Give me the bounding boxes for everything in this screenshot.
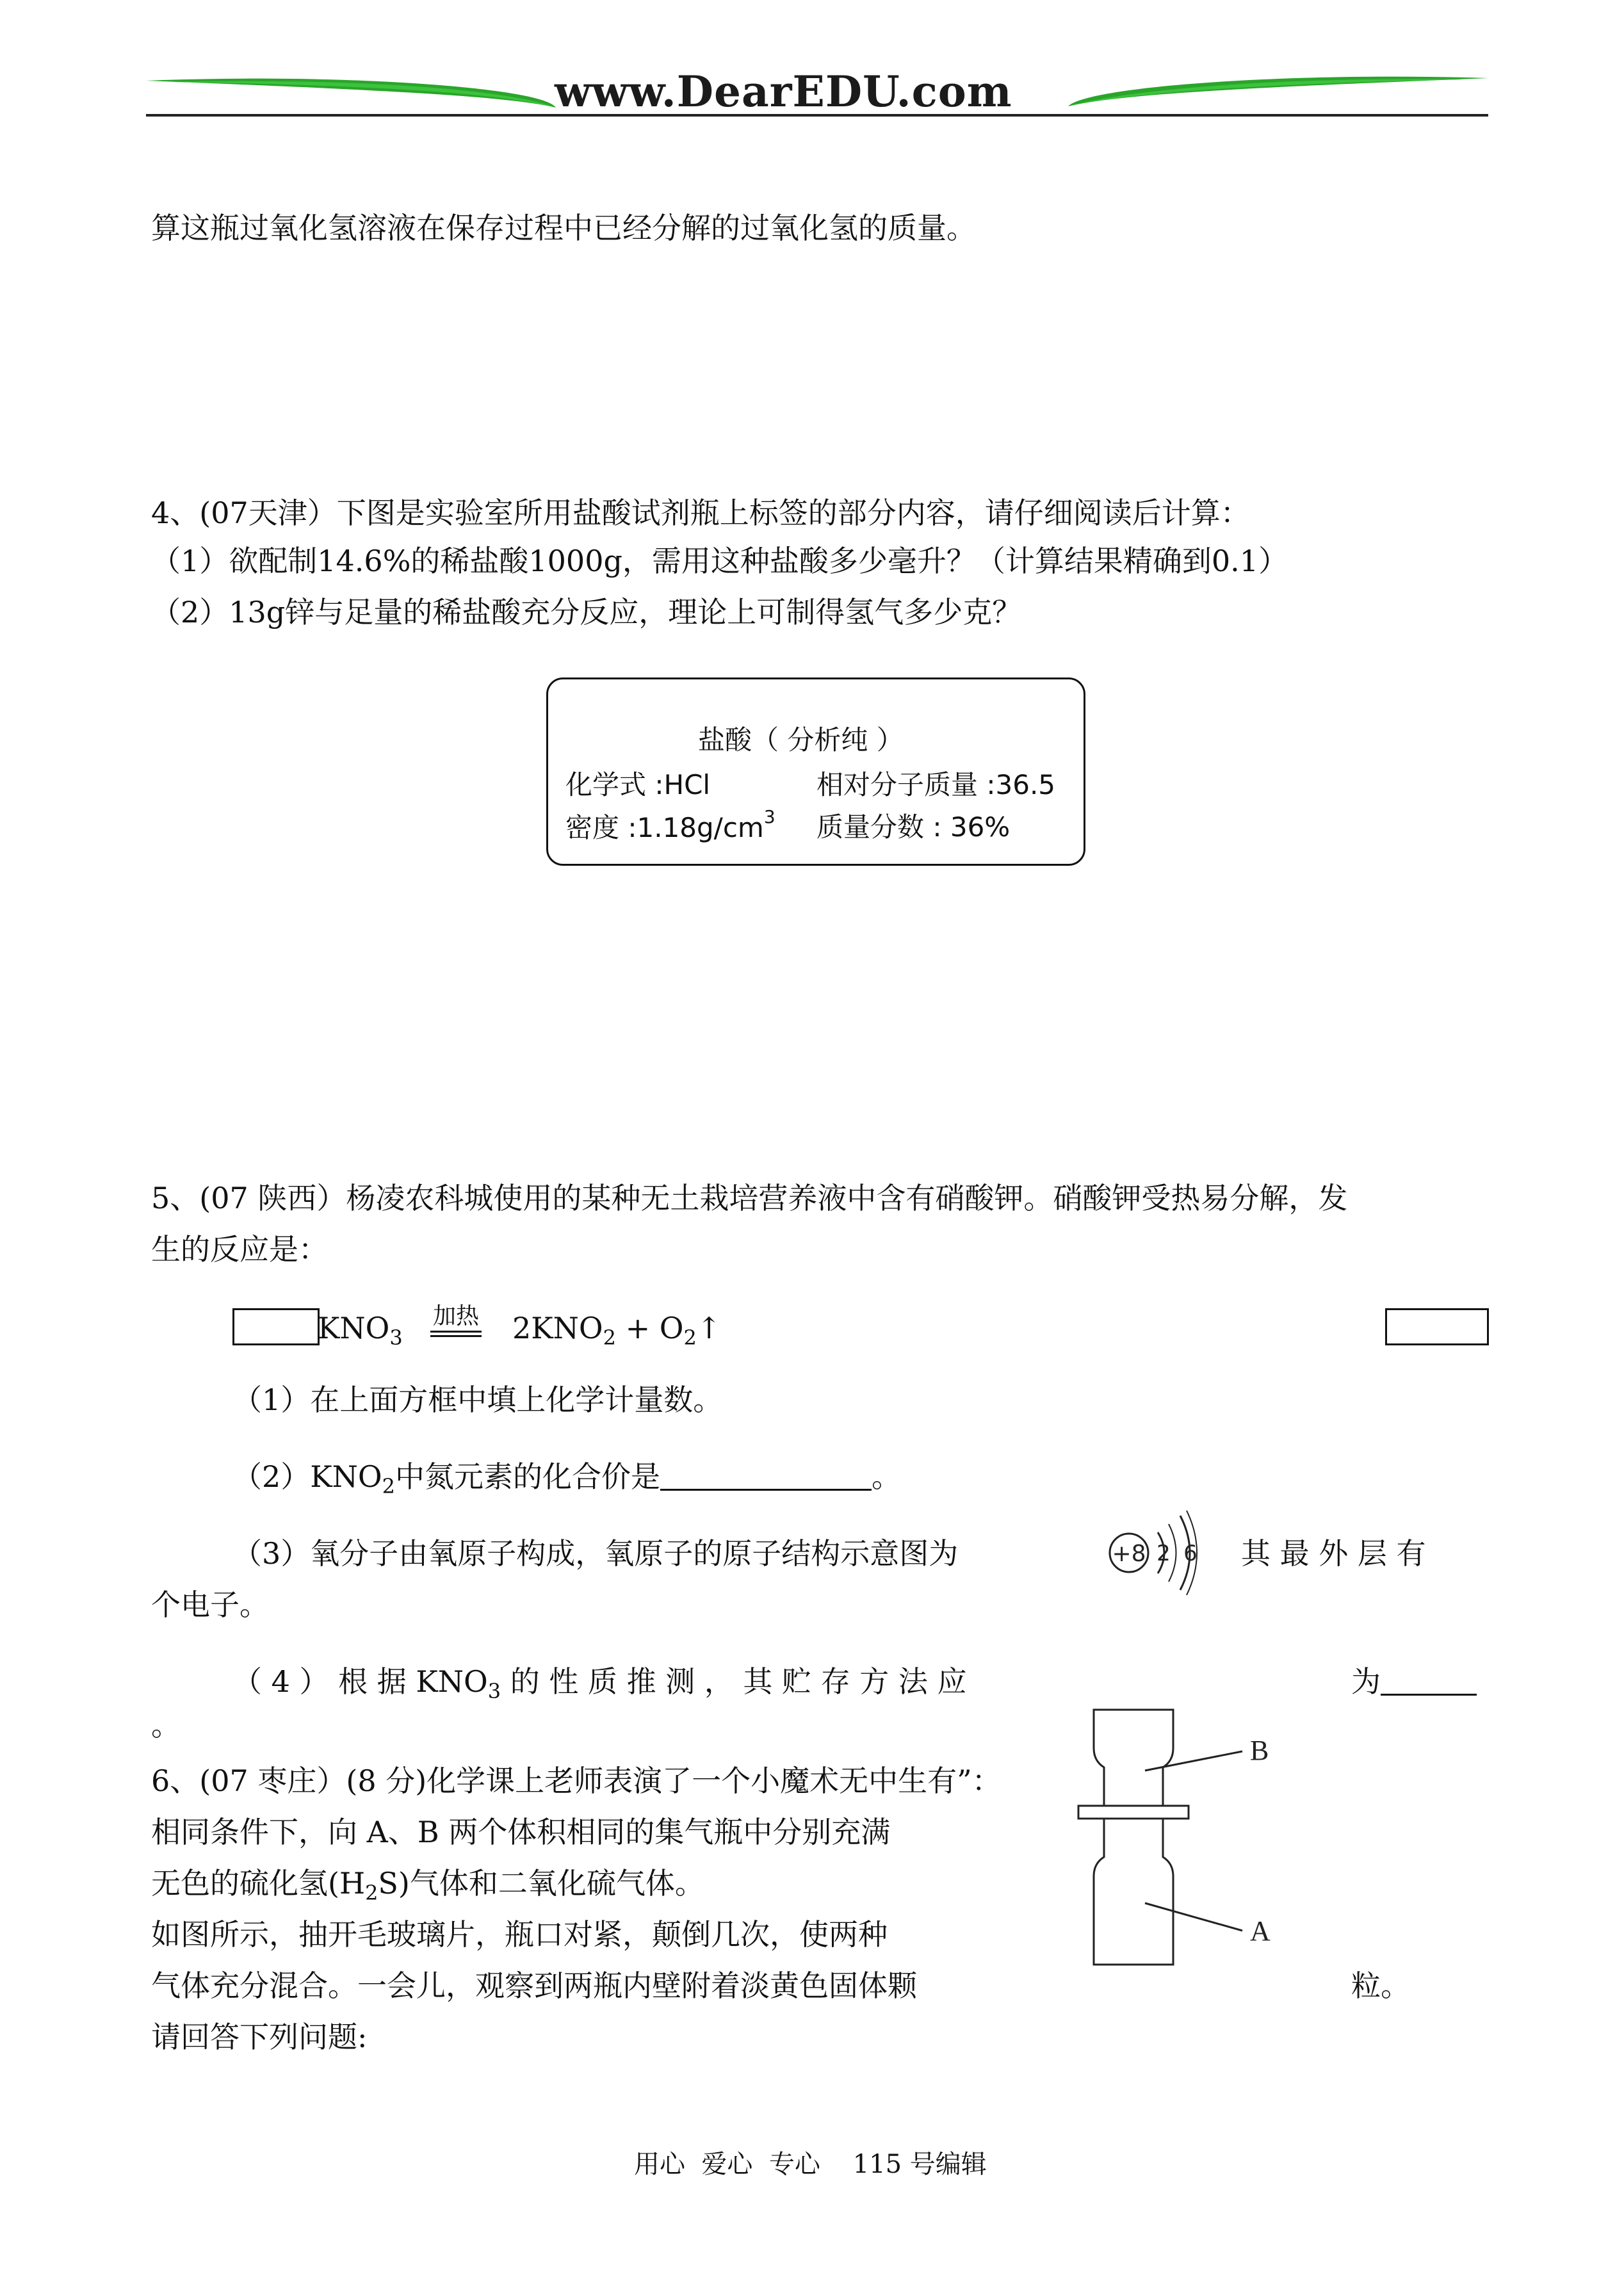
q5-part1: （1）在上面方框中填上化学计量数。 xyxy=(232,1383,723,1417)
label-a: A xyxy=(1250,1915,1271,1947)
site-title: www.DearEDU.com xyxy=(555,67,1012,117)
reagent-formula: 化学式 :HCl xyxy=(565,769,711,800)
bottle-b xyxy=(1094,1710,1173,1806)
bottle-a xyxy=(1094,1819,1173,1965)
left-leaf-swoosh xyxy=(146,79,556,108)
answer-blank-valence[interactable] xyxy=(660,1463,872,1491)
q5-part3: （3）氧分子由氧原子构成，氧原子的原子结构示意图为 xyxy=(232,1536,959,1571)
reagent-density: 密度 $:1.18g/cm^3$ xyxy=(565,806,775,843)
q5-part4: （ 4 ） 根 据 $KNO_3$ 的 性 质 推 测 ， 其 贮 存 方 法 应 xyxy=(232,1664,967,1703)
q6-line5-end: 粒。 xyxy=(1351,1968,1410,2003)
glass-slide xyxy=(1078,1806,1189,1819)
q5-part2: $(2)KNO_2$中氮元素的化合价是 。 xyxy=(232,1459,901,1498)
q5-part4-period: 。 xyxy=(151,1708,181,1742)
q6-line1: 6、(07 枣庄）(8 分)化学课上老师表演了一个小魔术无中生有”： xyxy=(151,1764,1002,1798)
nucleus-charge: +8 xyxy=(1112,1541,1146,1567)
q6-line4: 如图所示，抽开毛玻璃片，瓶口对紧，颠倒几次，使两种 xyxy=(151,1917,888,1952)
q6-line5: 气体充分混合。一会儿，观察到两瓶内壁附着淡黄色固体颗 xyxy=(151,1968,917,2003)
q5-part3-line2: 个电子。 xyxy=(151,1587,269,1622)
shell1-electrons: 2 xyxy=(1157,1541,1171,1566)
reagent-mass-fraction: 质量分数 : 36% xyxy=(816,811,1011,843)
intro-line: 算这瓶过氧化氢溶液在保存过程中已经分解的过氧化氢的质量。 xyxy=(151,211,976,245)
q4-part2: （2）13g锌与足量的稀盐酸充分反应，理论上可制得氢气多少克？ xyxy=(151,595,1022,629)
coefficient-box-2[interactable] xyxy=(1385,1308,1489,1345)
shell2-electrons: 6 xyxy=(1183,1541,1198,1566)
q5-part3-tail: 其 最 外 层 有 xyxy=(1241,1536,1426,1571)
equation-reactant: $KNO_3$ xyxy=(318,1311,403,1350)
gas-bottles-figure xyxy=(1069,1703,1287,1979)
reagent-molar-mass: 相对分子质量 :36.5 xyxy=(816,769,1056,800)
q6-line3: 无色的硫化氢$(H_2S)$气体和二氧化硫气体。 xyxy=(151,1866,704,1905)
oxygen-atom-diagram xyxy=(1097,1502,1212,1598)
q5-line2: 生的反应是： xyxy=(151,1232,328,1267)
q4-part1: （1）欲配制14.6%的稀盐酸1000g，需用这种盐酸多少毫升？（计算结果精确到0.1） xyxy=(151,544,1288,578)
q4-title: 4、(07天津）下图是实验室所用盐酸试剂瓶上标签的部分内容，请仔细阅读后计算： xyxy=(151,496,1250,530)
q6-line2: 相同条件下，向 A、B 两个体积相同的集气瓶中分别充满 xyxy=(151,1815,891,1849)
label-b: B xyxy=(1250,1735,1269,1766)
reagent-label-title: 盐酸（ 分析纯 ） xyxy=(698,724,904,756)
q5-line1: 5、(07 陕西）杨凌农科城使用的某种无土栽培营养液中含有硝酸钾。硝酸钾受热易分解，发 xyxy=(151,1181,1348,1215)
answer-blank-storage[interactable] xyxy=(1381,1668,1477,1696)
page-footer: 用心 爱心 专心 115 号编辑 xyxy=(634,2150,987,2179)
reaction-condition: 加热 xyxy=(430,1305,482,1337)
right-leaf-swoosh xyxy=(1068,77,1488,106)
q5-part4-wei: 为 xyxy=(1351,1667,1477,1696)
coefficient-box-1[interactable] xyxy=(232,1308,320,1345)
equation-products: $2KNO_2$ + $O_2↑$ xyxy=(512,1311,722,1350)
q6-line6: 请回答下列问题: xyxy=(151,2020,368,2054)
